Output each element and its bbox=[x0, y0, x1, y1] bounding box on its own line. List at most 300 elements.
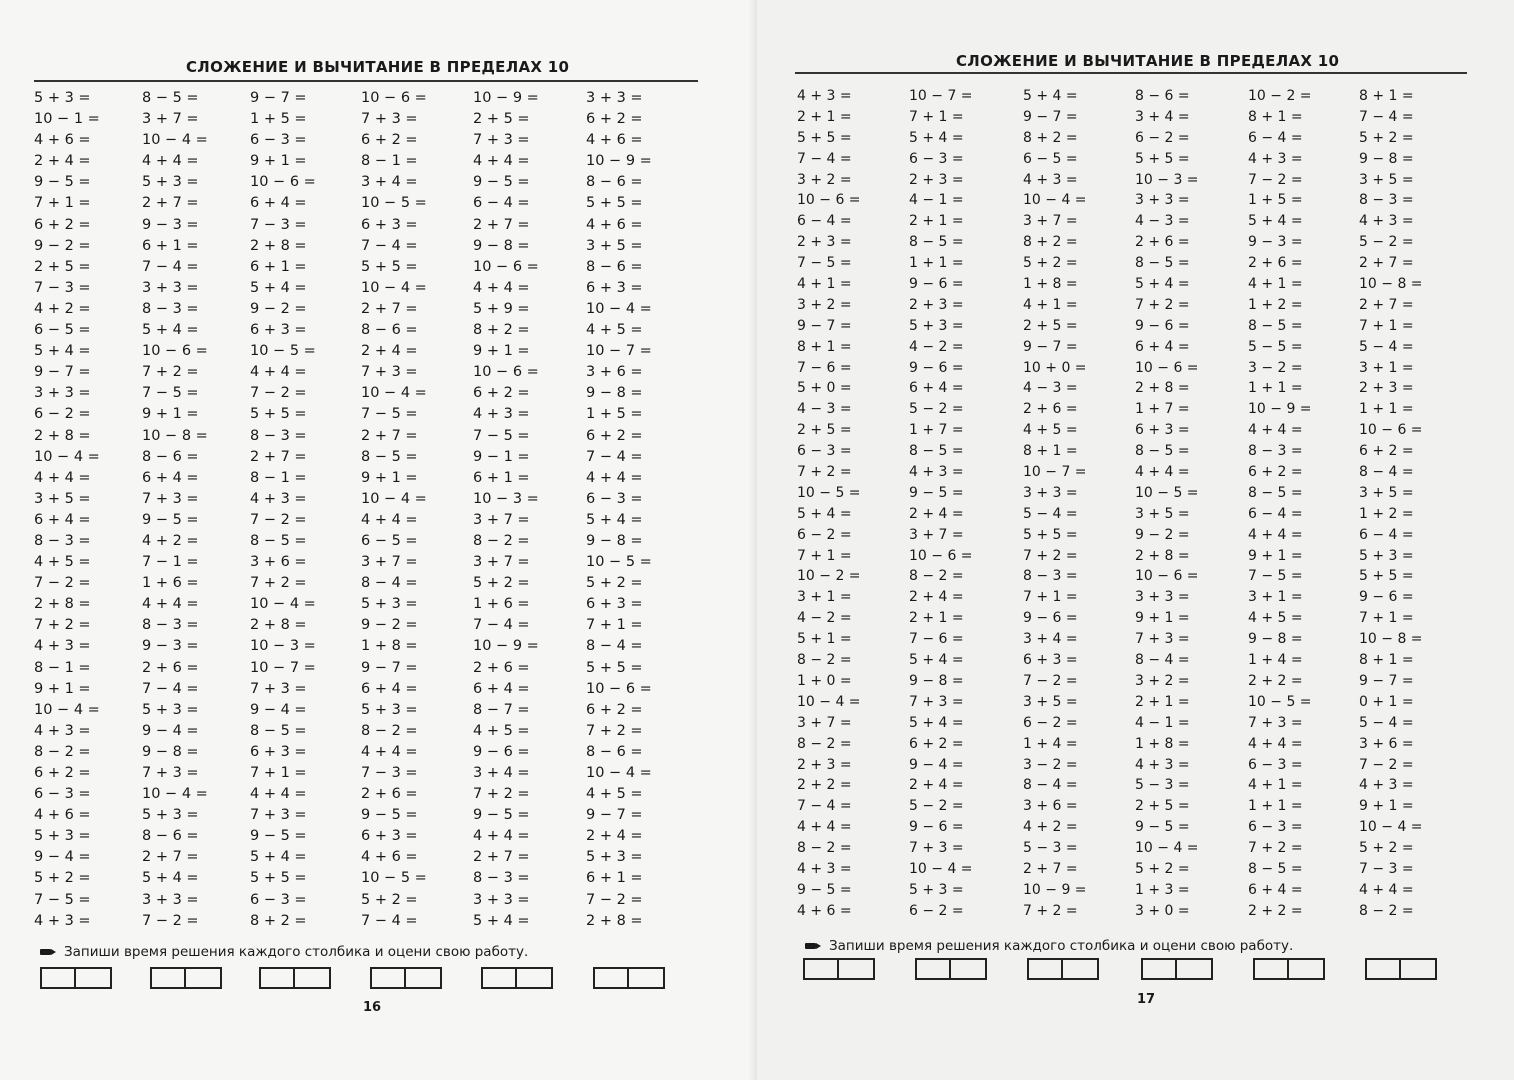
exercise-column bbox=[1135, 86, 1199, 922]
math-exercise: 9 − 7 = bbox=[797, 317, 852, 334]
math-exercise: 10 − 6 = bbox=[1359, 422, 1423, 439]
math-exercise: 8 − 3 = bbox=[1248, 443, 1303, 460]
math-exercise: 7 + 3 = bbox=[142, 490, 199, 507]
math-exercise: 10 − 4 = bbox=[361, 279, 427, 296]
math-exercise: 8 − 2 = bbox=[1359, 902, 1414, 919]
time-box bbox=[803, 958, 875, 980]
math-exercise: 6 − 4 = bbox=[1248, 129, 1303, 146]
math-exercise: 3 + 2 = bbox=[797, 171, 852, 188]
page-title: СЛОЖЕНИЕ И ВЫЧИТАНИЕ В ПРЕДЕЛАХ 10 bbox=[186, 58, 570, 76]
math-exercise: 4 + 4 = bbox=[361, 511, 418, 528]
math-exercise: 4 + 3 = bbox=[34, 638, 91, 655]
math-exercise: 6 + 2 = bbox=[34, 216, 91, 233]
math-exercise: 6 + 2 = bbox=[586, 427, 643, 444]
math-exercise: 4 − 2 = bbox=[797, 610, 852, 627]
math-exercise: 4 + 1 = bbox=[1023, 296, 1078, 313]
math-exercise: 8 − 2 = bbox=[473, 532, 530, 549]
math-exercise: 5 + 2 = bbox=[1359, 129, 1414, 146]
math-exercise: 2 + 3 = bbox=[909, 296, 964, 313]
math-exercise: 8 − 6 = bbox=[142, 828, 199, 845]
math-exercise: 8 − 3 = bbox=[250, 427, 307, 444]
math-exercise: 3 + 6 = bbox=[586, 364, 643, 381]
math-exercise: 4 + 4 = bbox=[797, 819, 852, 836]
math-exercise: 5 − 2 = bbox=[1359, 234, 1414, 251]
math-exercise: 8 − 5 = bbox=[1135, 255, 1190, 272]
time-box-cell bbox=[295, 967, 331, 989]
exercise-column bbox=[1023, 86, 1087, 922]
page-number: 16 bbox=[363, 1000, 382, 1015]
math-exercise: 7 − 4 = bbox=[473, 617, 530, 634]
math-exercise: 5 + 4 = bbox=[1135, 276, 1190, 293]
math-exercise: 8 + 2 = bbox=[1023, 234, 1078, 251]
math-exercise: 6 + 4 = bbox=[1248, 881, 1303, 898]
math-exercise: 8 − 6 = bbox=[586, 743, 643, 760]
math-exercise: 2 + 8 = bbox=[250, 237, 307, 254]
math-exercise: 5 + 5 = bbox=[1359, 568, 1414, 585]
math-exercise: 2 + 6 = bbox=[1135, 234, 1190, 251]
math-exercise: 3 + 7 = bbox=[909, 526, 964, 543]
math-exercise: 7 + 2 = bbox=[1135, 296, 1190, 313]
time-box-cell bbox=[1253, 958, 1289, 980]
math-exercise: 7 + 3 = bbox=[361, 111, 418, 128]
math-exercise: 4 + 4 = bbox=[142, 596, 199, 613]
math-exercise: 7 + 2 = bbox=[473, 786, 530, 803]
math-exercise: 10 − 6 = bbox=[586, 680, 652, 697]
math-exercise: 1 + 8 = bbox=[361, 638, 418, 655]
math-exercise: 9 − 2 = bbox=[34, 237, 91, 254]
pencil-icon bbox=[40, 948, 56, 956]
math-exercise: 7 − 2 = bbox=[1248, 171, 1303, 188]
math-exercise: 6 + 2 = bbox=[586, 701, 643, 718]
math-exercise: 5 + 2 = bbox=[473, 575, 530, 592]
math-exercise: 5 + 4 = bbox=[586, 511, 643, 528]
math-exercise: 1 + 0 = bbox=[797, 672, 852, 689]
math-exercise: 7 + 3 = bbox=[909, 840, 964, 857]
math-exercise: 4 + 4 = bbox=[250, 364, 307, 381]
math-exercise: 10 − 7 = bbox=[586, 343, 652, 360]
math-exercise: 9 − 5 = bbox=[473, 174, 530, 191]
page-number: 17 bbox=[1137, 992, 1156, 1007]
math-exercise: 9 − 7 = bbox=[361, 659, 418, 676]
math-exercise: 7 − 3 = bbox=[1359, 860, 1414, 877]
exercise-column bbox=[142, 88, 208, 932]
math-exercise: 6 − 3 = bbox=[250, 132, 307, 149]
math-exercise: 6 + 2 = bbox=[34, 765, 91, 781]
math-exercise: 2 + 7 = bbox=[361, 300, 418, 317]
math-exercise: 8 − 5 = bbox=[909, 443, 964, 460]
math-exercise: 9 − 7 = bbox=[250, 90, 307, 106]
math-exercise: 8 − 5 = bbox=[250, 532, 307, 549]
math-exercise: 8 + 1 = bbox=[1023, 443, 1078, 460]
math-exercise: 10 − 3 = bbox=[1135, 171, 1199, 188]
math-exercise: 6 + 3 = bbox=[1135, 422, 1190, 439]
math-exercise: 2 + 6 = bbox=[361, 786, 418, 803]
math-exercise: 8 − 1 = bbox=[34, 659, 91, 676]
math-exercise: 4 + 6 = bbox=[34, 807, 91, 824]
math-exercise: 7 + 3 = bbox=[1248, 714, 1303, 731]
math-exercise: 10 − 4 = bbox=[586, 765, 652, 781]
math-exercise: 10 − 5 = bbox=[1135, 484, 1199, 501]
math-exercise: 7 − 2 = bbox=[1359, 756, 1414, 773]
math-exercise: 5 + 2 = bbox=[1135, 860, 1190, 877]
math-exercise: 9 + 1 = bbox=[361, 469, 418, 486]
time-box-cell bbox=[40, 967, 76, 989]
math-exercise: 9 − 1 = bbox=[473, 448, 530, 465]
math-exercise: 10 − 4 = bbox=[361, 490, 427, 507]
math-exercise: 2 + 4 = bbox=[909, 505, 964, 522]
math-exercise: 2 + 4 = bbox=[909, 589, 964, 606]
time-box bbox=[1253, 958, 1325, 980]
math-exercise: 6 − 4 = bbox=[797, 213, 852, 230]
math-exercise: 9 − 7 = bbox=[34, 364, 91, 381]
math-exercise: 6 + 1 = bbox=[142, 237, 199, 254]
math-exercise: 9 − 4 = bbox=[34, 849, 91, 866]
math-exercise: 5 + 3 = bbox=[142, 807, 199, 824]
instruction-note bbox=[40, 944, 528, 960]
math-exercise: 7 + 2 = bbox=[797, 464, 852, 481]
math-exercise: 8 − 6 = bbox=[142, 448, 199, 465]
math-exercise: 10 − 4 = bbox=[1023, 192, 1087, 209]
math-exercise: 3 + 7 = bbox=[473, 511, 530, 528]
right-page bbox=[757, 0, 1514, 1080]
math-exercise: 7 + 2 = bbox=[1023, 902, 1078, 919]
title-rule bbox=[795, 72, 1467, 74]
math-exercise: 9 − 5 = bbox=[797, 881, 852, 898]
math-exercise: 9 − 5 = bbox=[473, 807, 530, 824]
math-exercise: 4 + 3 = bbox=[250, 490, 307, 507]
math-exercise: 8 − 2 = bbox=[909, 568, 964, 585]
math-exercise: 5 + 3 = bbox=[586, 849, 643, 866]
math-exercise: 3 + 0 = bbox=[1135, 902, 1190, 919]
math-exercise: 8 − 6 = bbox=[1135, 88, 1190, 104]
math-exercise: 3 + 7 = bbox=[1023, 213, 1078, 230]
math-exercise: 6 + 3 = bbox=[586, 596, 643, 613]
math-exercise: 7 − 5 = bbox=[142, 385, 199, 402]
math-exercise: 4 + 4 = bbox=[586, 469, 643, 486]
math-exercise: 3 + 3 = bbox=[1135, 589, 1190, 606]
math-exercise: 10 − 9 = bbox=[473, 638, 539, 655]
math-exercise: 10 − 4 = bbox=[142, 786, 208, 803]
math-exercise: 7 + 3 = bbox=[361, 364, 418, 381]
math-exercise: 4 + 3 = bbox=[1359, 213, 1414, 230]
math-exercise: 4 − 2 = bbox=[909, 338, 964, 355]
math-exercise: 9 − 8 = bbox=[586, 532, 643, 549]
math-exercise: 4 + 3 = bbox=[473, 406, 530, 423]
math-exercise: 5 + 1 = bbox=[797, 631, 852, 648]
math-exercise: 3 + 4 = bbox=[1023, 631, 1078, 648]
math-exercise: 5 + 3 = bbox=[909, 881, 964, 898]
exercise-column bbox=[797, 86, 861, 922]
math-exercise: 4 + 3 = bbox=[1023, 171, 1078, 188]
math-exercise: 6 + 3 = bbox=[250, 322, 307, 339]
exercise-column bbox=[361, 88, 427, 932]
math-exercise: 5 + 5 = bbox=[250, 870, 307, 887]
math-exercise: 9 − 5 = bbox=[250, 828, 307, 845]
math-exercise: 10 − 5 = bbox=[586, 554, 652, 571]
exercise-column bbox=[586, 88, 652, 932]
math-exercise: 8 − 3 = bbox=[1023, 568, 1078, 585]
math-exercise: 6 − 2 = bbox=[1023, 714, 1078, 731]
time-box-cell bbox=[481, 967, 517, 989]
math-exercise: 9 − 6 = bbox=[909, 819, 964, 836]
math-exercise: 6 + 4 = bbox=[34, 511, 91, 528]
math-exercise: 2 + 8 = bbox=[586, 912, 643, 929]
math-exercise: 7 + 2 = bbox=[34, 617, 91, 634]
math-exercise: 4 + 4 = bbox=[1248, 735, 1303, 752]
math-exercise: 3 + 3 = bbox=[586, 90, 643, 106]
math-exercise: 2 + 3 = bbox=[797, 756, 852, 773]
math-exercise: 7 − 4 = bbox=[361, 237, 418, 254]
math-exercise: 1 + 1 = bbox=[1248, 798, 1303, 815]
exercise-column bbox=[1248, 86, 1312, 922]
math-exercise: 10 − 6 = bbox=[142, 343, 208, 360]
math-exercise: 9 − 7 = bbox=[1023, 338, 1078, 355]
math-exercise: 9 − 7 = bbox=[586, 807, 643, 824]
math-exercise: 5 + 5 = bbox=[250, 406, 307, 423]
math-exercise: 2 + 5 = bbox=[34, 258, 91, 275]
math-exercise: 4 + 1 = bbox=[1248, 777, 1303, 794]
math-exercise: 5 + 4 = bbox=[250, 849, 307, 866]
math-exercise: 3 + 4 = bbox=[473, 765, 530, 781]
math-exercise: 10 − 4 = bbox=[909, 860, 973, 877]
math-exercise: 2 + 5 = bbox=[1023, 317, 1078, 334]
math-exercise: 10 − 6 = bbox=[250, 174, 316, 191]
math-exercise: 2 + 5 = bbox=[797, 422, 852, 439]
math-exercise: 2 + 7 = bbox=[473, 216, 530, 233]
math-exercise: 1 + 6 = bbox=[142, 575, 199, 592]
math-exercise: 10 − 4 = bbox=[797, 693, 861, 710]
math-exercise: 7 − 4 = bbox=[586, 448, 643, 465]
math-exercise: 7 + 3 = bbox=[250, 680, 307, 697]
math-exercise: 9 + 1 = bbox=[1248, 547, 1303, 564]
math-exercise: 4 + 4 = bbox=[34, 469, 91, 486]
math-exercise: 4 + 1 = bbox=[797, 276, 852, 293]
time-box bbox=[150, 967, 222, 989]
math-exercise: 1 + 2 = bbox=[1248, 296, 1303, 313]
time-box-cell bbox=[951, 958, 987, 980]
math-exercise: 7 − 2 = bbox=[250, 385, 307, 402]
math-exercise: 10 − 5 = bbox=[361, 195, 427, 212]
math-exercise: 7 − 6 = bbox=[909, 631, 964, 648]
math-exercise: 7 − 2 = bbox=[250, 511, 307, 528]
math-exercise: 5 + 5 = bbox=[586, 195, 643, 212]
math-exercise: 3 + 4 = bbox=[361, 174, 418, 191]
math-exercise: 8 − 5 = bbox=[1135, 443, 1190, 460]
math-exercise: 5 + 4 = bbox=[142, 322, 199, 339]
math-exercise: 2 + 4 = bbox=[34, 153, 91, 170]
math-exercise: 5 − 3 = bbox=[1023, 840, 1078, 857]
math-exercise: 10 − 9 = bbox=[1023, 881, 1087, 898]
math-exercise: 6 − 2 = bbox=[1135, 129, 1190, 146]
math-exercise: 9 − 8 = bbox=[473, 237, 530, 254]
math-exercise: 4 + 4 = bbox=[473, 153, 530, 170]
math-exercise: 10 − 4 = bbox=[1135, 840, 1199, 857]
math-exercise: 3 + 7 = bbox=[361, 554, 418, 571]
math-exercise: 2 + 4 = bbox=[586, 828, 643, 845]
math-exercise: 4 + 2 = bbox=[1023, 819, 1078, 836]
math-exercise: 9 − 6 = bbox=[1359, 589, 1414, 606]
math-exercise: 9 + 1 = bbox=[1135, 610, 1190, 627]
math-exercise: 4 + 6 = bbox=[34, 132, 91, 149]
math-exercise: 4 + 4 = bbox=[1248, 526, 1303, 543]
math-exercise: 6 − 2 = bbox=[34, 406, 91, 423]
math-exercise: 5 − 4 = bbox=[1359, 338, 1414, 355]
math-exercise: 6 + 2 = bbox=[361, 132, 418, 149]
math-exercise: 7 + 1 = bbox=[1023, 589, 1078, 606]
time-box-cell bbox=[406, 967, 442, 989]
math-exercise: 7 − 4 = bbox=[142, 258, 199, 275]
math-exercise: 9 − 5 = bbox=[142, 511, 199, 528]
math-exercise: 7 − 5 = bbox=[34, 891, 91, 908]
math-exercise: 7 + 2 = bbox=[1248, 840, 1303, 857]
math-exercise: 4 + 4 = bbox=[1135, 464, 1190, 481]
math-exercise: 6 + 3 = bbox=[250, 743, 307, 760]
time-box-cell bbox=[1141, 958, 1177, 980]
math-exercise: 5 + 5 = bbox=[361, 258, 418, 275]
time-box-cell bbox=[1365, 958, 1401, 980]
math-exercise: 10 + 0 = bbox=[1023, 359, 1087, 376]
math-exercise: 6 + 1 = bbox=[473, 469, 530, 486]
math-exercise: 8 + 1 = bbox=[797, 338, 852, 355]
time-box-cell bbox=[629, 967, 665, 989]
math-exercise: 5 + 5 = bbox=[797, 129, 852, 146]
math-exercise: 8 − 5 = bbox=[361, 448, 418, 465]
math-exercise: 10 − 8 = bbox=[142, 427, 208, 444]
math-exercise: 10 − 4 = bbox=[586, 300, 652, 317]
math-exercise: 8 − 4 = bbox=[1023, 777, 1078, 794]
math-exercise: 3 + 6 = bbox=[250, 554, 307, 571]
math-exercise: 2 + 3 = bbox=[797, 234, 852, 251]
time-box bbox=[40, 967, 112, 989]
math-exercise: 3 + 3 = bbox=[1023, 484, 1078, 501]
math-exercise: 10 − 6 = bbox=[361, 90, 427, 106]
math-exercise: 7 + 3 = bbox=[250, 807, 307, 824]
math-exercise: 3 − 2 = bbox=[1023, 756, 1078, 773]
math-exercise: 2 + 7 = bbox=[473, 849, 530, 866]
math-exercise: 6 − 5 = bbox=[34, 322, 91, 339]
math-exercise: 8 + 2 = bbox=[250, 912, 307, 929]
math-exercise: 5 + 4 = bbox=[1023, 88, 1078, 104]
math-exercise: 7 + 1 = bbox=[250, 765, 307, 781]
math-exercise: 7 + 2 = bbox=[250, 575, 307, 592]
math-exercise: 4 + 3 = bbox=[909, 464, 964, 481]
math-exercise: 6 + 1 = bbox=[586, 870, 643, 887]
math-exercise: 9 − 8 = bbox=[586, 385, 643, 402]
math-exercise: 5 + 3 = bbox=[909, 317, 964, 334]
math-exercise: 5 − 2 = bbox=[909, 401, 964, 418]
time-box bbox=[481, 967, 553, 989]
math-exercise: 6 + 4 = bbox=[250, 195, 307, 212]
math-exercise: 10 − 9 = bbox=[473, 90, 539, 106]
instruction-text: Запиши время решения каждого столбика и оцени свою работу. bbox=[829, 938, 1294, 954]
math-exercise: 4 + 5 = bbox=[586, 786, 643, 803]
math-exercise: 7 − 5 = bbox=[473, 427, 530, 444]
math-exercise: 9 − 2 = bbox=[250, 300, 307, 317]
math-exercise: 9 − 8 = bbox=[909, 672, 964, 689]
math-exercise: 3 + 1 = bbox=[797, 589, 852, 606]
math-exercise: 5 + 0 = bbox=[797, 380, 852, 397]
time-box bbox=[915, 958, 987, 980]
math-exercise: 4 + 5 = bbox=[1023, 422, 1078, 439]
math-exercise: 2 + 3 = bbox=[909, 171, 964, 188]
math-exercise: 7 − 1 = bbox=[142, 554, 199, 571]
math-exercise: 9 − 2 = bbox=[361, 617, 418, 634]
math-exercise: 5 + 3 = bbox=[34, 828, 91, 845]
math-exercise: 1 + 8 = bbox=[1135, 735, 1190, 752]
math-exercise: 2 + 2 = bbox=[1248, 902, 1303, 919]
math-exercise: 6 − 3 = bbox=[34, 786, 91, 803]
math-exercise: 10 − 1 = bbox=[34, 111, 100, 128]
math-exercise: 8 + 1 = bbox=[1359, 88, 1414, 104]
math-exercise: 4 + 3 = bbox=[34, 722, 91, 739]
math-exercise: 4 + 6 = bbox=[586, 132, 643, 149]
math-exercise: 6 + 3 = bbox=[586, 279, 643, 296]
exercise-column bbox=[34, 88, 100, 932]
math-exercise: 7 + 2 = bbox=[586, 722, 643, 739]
math-exercise: 9 + 1 = bbox=[142, 406, 199, 423]
math-exercise: 2 + 2 = bbox=[1248, 672, 1303, 689]
math-exercise: 0 + 1 = bbox=[1359, 693, 1414, 710]
math-exercise: 6 + 1 = bbox=[250, 258, 307, 275]
math-exercise: 5 + 4 = bbox=[797, 505, 852, 522]
math-exercise: 7 + 1 = bbox=[586, 617, 643, 634]
time-box-cell bbox=[150, 967, 186, 989]
math-exercise: 6 + 3 = bbox=[361, 828, 418, 845]
math-exercise: 5 + 3 = bbox=[34, 90, 91, 106]
math-exercise: 7 + 1 = bbox=[797, 547, 852, 564]
math-exercise: 2 + 3 = bbox=[1359, 380, 1414, 397]
math-exercise: 4 + 6 = bbox=[361, 849, 418, 866]
math-exercise: 7 − 3 = bbox=[250, 216, 307, 233]
math-exercise: 3 + 5 = bbox=[1023, 693, 1078, 710]
time-box-cell bbox=[259, 967, 295, 989]
time-box bbox=[259, 967, 331, 989]
math-exercise: 4 + 2 = bbox=[142, 532, 199, 549]
math-exercise: 7 − 5 = bbox=[1248, 568, 1303, 585]
math-exercise: 2 + 6 = bbox=[1023, 401, 1078, 418]
time-box-cell bbox=[803, 958, 839, 980]
math-exercise: 8 − 1 = bbox=[361, 153, 418, 170]
math-exercise: 7 − 5 = bbox=[361, 406, 418, 423]
math-exercise: 4 + 5 = bbox=[586, 322, 643, 339]
math-exercise: 4 + 3 = bbox=[34, 912, 91, 929]
math-exercise: 10 − 5 = bbox=[250, 343, 316, 360]
math-exercise: 3 + 5 = bbox=[34, 490, 91, 507]
math-exercise: 8 − 6 = bbox=[586, 174, 643, 191]
math-exercise: 7 + 3 = bbox=[473, 132, 530, 149]
math-exercise: 3 + 3 = bbox=[473, 891, 530, 908]
math-exercise: 5 + 4 = bbox=[909, 714, 964, 731]
math-exercise: 7 + 2 = bbox=[1023, 547, 1078, 564]
time-box-cell bbox=[915, 958, 951, 980]
math-exercise: 4 + 4 = bbox=[142, 153, 199, 170]
math-exercise: 7 − 2 = bbox=[142, 912, 199, 929]
math-exercise: 6 − 3 = bbox=[909, 150, 964, 167]
math-exercise: 2 + 7 = bbox=[142, 849, 199, 866]
math-exercise: 5 + 2 = bbox=[361, 891, 418, 908]
math-exercise: 8 − 5 = bbox=[142, 90, 199, 106]
math-exercise: 3 + 7 = bbox=[142, 111, 199, 128]
math-exercise: 1 + 8 = bbox=[1023, 276, 1078, 293]
math-exercise: 6 + 4 = bbox=[1135, 338, 1190, 355]
math-exercise: 8 − 2 = bbox=[797, 735, 852, 752]
math-exercise: 3 + 6 = bbox=[1359, 735, 1414, 752]
math-exercise: 4 − 3 = bbox=[797, 401, 852, 418]
math-exercise: 6 − 3 = bbox=[250, 891, 307, 908]
math-exercise: 4 + 4 = bbox=[361, 743, 418, 760]
time-box bbox=[1027, 958, 1099, 980]
math-exercise: 7 + 3 = bbox=[142, 765, 199, 781]
